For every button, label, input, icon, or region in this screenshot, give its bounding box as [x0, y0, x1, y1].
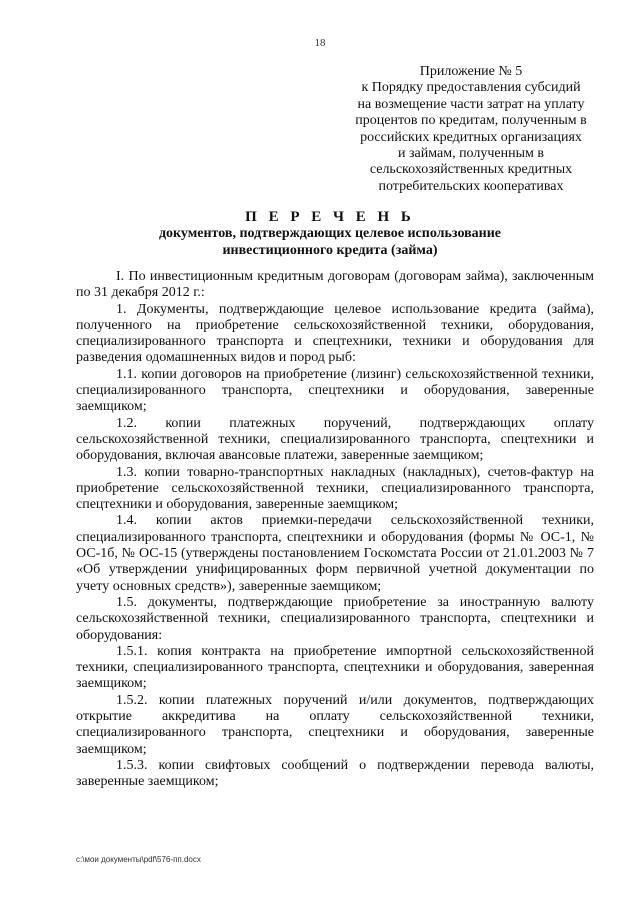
item-paragraph: 1.5.2. копии платежных поручений и/или документов, подтверждающих открытие аккредитива на оплату сельскохозяйственной техники, специализированного транспорта, спецтехники и оборудования, заверенные заемщиком;: [76, 692, 594, 757]
item-paragraph: 1. Документы, подтверждающие целевое использование кредита (займа), полученного на приобретение сельскохозяйственной техники, оборудования, специализированного транспорта и спецтехники, техники и оборудования для разведения одомашненных видов и пород рыб:: [76, 301, 594, 366]
section-paragraph: I. По инвестиционным кредитным договорам (договорам займа), заключенным по 31 декабря 2012 г.:: [76, 269, 594, 301]
appendix-line: сельскохозяйственных кредитных: [369, 162, 573, 178]
item-paragraph: 1.5. документы, подтверждающие приобретение за иностранную валюту сельскохозяйственной техники, специализированного транспорта, спецтехники и оборудования:: [76, 594, 594, 643]
page-title: П Е Р Е Ч Е Н Ь: [245, 209, 415, 225]
appendix-line: на возмещение части затрат на уплату: [357, 96, 585, 112]
title-subline: инвестиционного кредита (займа): [222, 242, 438, 258]
footer-file-path: c:\мои документы\pdf\576-пп.docx: [76, 855, 201, 864]
page-number: 18: [314, 37, 326, 49]
appendix-line: Приложение № 5: [419, 64, 523, 79]
appendix-line: российских кредитных организациях: [360, 129, 582, 145]
item-paragraph: 1.5.3. копии свифтовых сообщений о подтверждении перевода валюты, заверенные заемщиком;: [76, 757, 594, 790]
item-paragraph: 1.5.1. копия контракта на приобретение импортной сельскохозяйственной техники, специализированного транспорта, спецтехники и оборудования, заверенная заемщиком;: [76, 643, 594, 692]
item-paragraph: 1.1. копии договоров на приобретение (лизинг) сельскохозяйственной техники, специализированного транспорта, спецтехники и оборудования, заверенные заемщиком;: [76, 366, 594, 415]
item-paragraph: 1.4. копии актов приемки-передачи сельскохозяйственной техники, специализированного транспорта, спецтехники и оборудования (формы № ОС-1, № ОС-1б, № ОС-15 (утверждены постановлением Госкомстата России от 21.01.2003 № 7 «Об утверждении унифицированных форм первичной учетной документации по учету основных средств»), заверенные заемщиком;: [76, 513, 594, 594]
document-title: [60, 208, 600, 259]
item-paragraph: 1.3. копии товарно-транспортных накладных (накладных), счетов-фактур на приобретение сельскохозяйственной техники, специализированного транспорта, спецтехники и оборудования, заверенные заемщиком;: [76, 464, 594, 513]
appendix-line: и займам, полученным в: [398, 146, 544, 162]
appendix-line: потребительских кооперативах: [378, 178, 564, 194]
document-body: [76, 269, 594, 791]
title-subline: документов, подтверждающих целевое использование: [158, 226, 502, 241]
appendix-line: к Порядку предоставления субсидий: [361, 80, 581, 96]
appendix-line: процентов по кредитам, полученным в: [355, 113, 587, 129]
appendix-header: [336, 64, 606, 195]
item-paragraph: 1.2. копии платежных поручений, подтверждающих оплату сельскохозяйственной техники, специализированного транспорта, спецтехники и оборудования, включая авансовые платежи, заверенные заемщиком;: [76, 415, 594, 464]
